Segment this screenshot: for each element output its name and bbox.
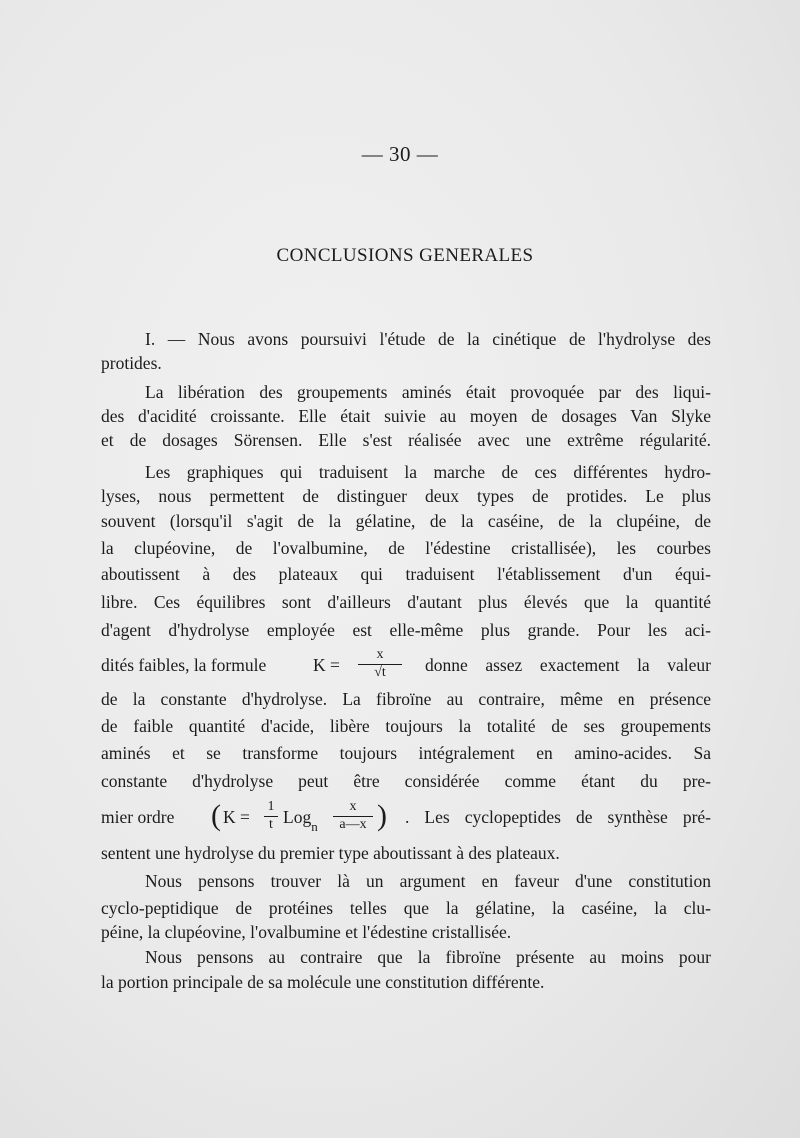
formula-2-frac1-numerator: 1 xyxy=(267,799,275,814)
text-line: souvent (lorsqu'il s'agit de la gélatine, de la caséine, de la clupéine, de xyxy=(101,511,711,531)
text-line: Les graphiques qui traduisent la marche de ces différentes hydro- xyxy=(145,462,711,482)
text-line: aboutissent à des plateaux qui traduisent l'établissement d'un équi- xyxy=(101,564,711,584)
formula-2-frac2-numerator: x xyxy=(349,799,357,814)
text-line: et de dosages Sörensen. Elle s'est réalisée avec une extrême régularité. xyxy=(101,430,711,450)
section-title: CONCLUSIONS GENERALES xyxy=(276,245,534,266)
formula-1-trail-text: donne assez exactement la valeur xyxy=(425,655,711,675)
formula-1-lead-text: dités faibles, la formule xyxy=(101,655,267,675)
text-line: d'agent d'hydrolyse employée est elle-même plus grande. Pour les aci- xyxy=(101,620,711,640)
formula-2-lead-text: mier ordre xyxy=(101,807,175,827)
formula-2-fraction-2 xyxy=(333,800,373,833)
text-line: Nous pensons trouver là un argument en faveur d'une constitution xyxy=(145,871,711,891)
text-line: des d'acidité croissante. Elle était suivie au moyen de dosages Van Slyke xyxy=(101,406,711,426)
formula-2-fraction-1 xyxy=(264,800,278,833)
text-line: de faible quantité d'acide, libère toujours la totalité de ses groupements xyxy=(101,716,711,736)
text-line: constante d'hydrolyse peut être considérée comme étant du pre- xyxy=(101,771,711,791)
log-text: Log xyxy=(283,807,312,827)
formula-1-numerator: x xyxy=(376,647,384,662)
text-line: Nous pensons au contraire que la fibroïne présente au moins pour xyxy=(145,947,711,967)
text-line: I. — Nous avons poursuivi l'étude de la cinétique de l'hydrolyse des xyxy=(145,329,711,349)
text-line: la clupéovine, de l'ovalbumine, de l'édestine cristallisée), les courbes xyxy=(101,538,711,558)
formula-2-frac1-denominator: t xyxy=(269,817,273,832)
formula-1-denominator-wrap xyxy=(358,665,402,681)
close-paren: ) xyxy=(377,799,387,832)
log-subscript: n xyxy=(311,818,318,834)
formula-line-2 xyxy=(101,798,711,838)
text-line: lyses, nous permettent de distinguer deux types de protides. Le plus xyxy=(101,486,711,506)
log-label xyxy=(283,807,318,832)
text-line: la portion principale de sa molécule une constitution différente. xyxy=(101,972,545,992)
formula-line-1 xyxy=(101,648,711,688)
formula-2-frac2-denominator: a—x xyxy=(339,817,367,832)
text-line: de la constante d'hydrolyse. La fibroïne au contraire, même en présence xyxy=(101,689,711,709)
formula-1-denominator: t xyxy=(381,665,386,680)
text-line: sentent une hydrolyse du premier type aboutissant à des plateaux. xyxy=(101,843,560,863)
formula-1-fraction xyxy=(358,648,402,681)
text-line: péine, la clupéovine, l'ovalbumine et l'édestine cristallisée. xyxy=(101,922,512,942)
text-line: cyclo-peptidique de protéines telles que la gélatine, la caséine, la clu- xyxy=(101,898,711,918)
text-line: libre. Ces équilibres sont d'ailleurs d'autant plus élevés que la quantité xyxy=(101,592,711,612)
text-line: aminés et se transforme toujours intégralement en amino-acides. Sa xyxy=(101,743,711,763)
formula-2-trail-text: . Les cyclopeptides de synthèse pré- xyxy=(405,807,711,827)
open-paren: ( xyxy=(211,799,221,832)
sqrt-sign: √ xyxy=(374,665,382,680)
text-line: protides. xyxy=(101,353,162,373)
formula-1-k-equals: K = xyxy=(313,655,340,675)
formula-2-k-equals: K = xyxy=(223,807,250,827)
page-number: — 30 — xyxy=(361,142,439,166)
text-line: La libération des groupements aminés était provoquée par des liqui- xyxy=(145,382,711,402)
